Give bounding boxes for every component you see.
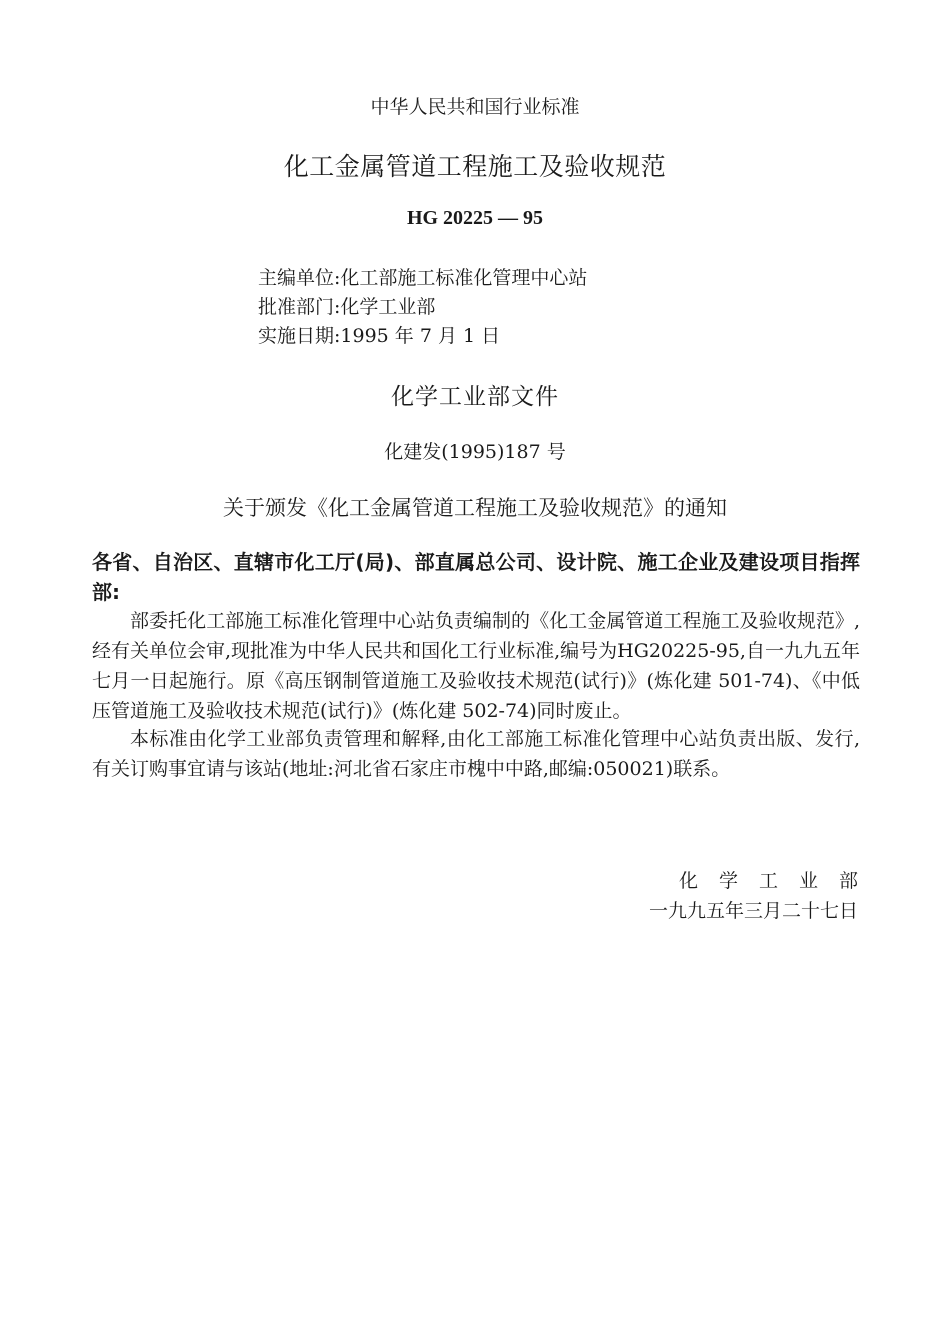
notice-title: 关于颁发《化工金属管道工程施工及验收规范》的通知 [223,496,727,520]
document-number: 化建发(1995)187 号 [384,441,566,463]
signature-organization: 化学工业部 [678,870,879,892]
body-paragraph: 部委托化工部施工标准化管理中心站负责编制的《化工金属管道工程施工及验收规范》,经有关单位会审,现批准为中华人民共和国化工行业标准,编号为HG20225-95,自一九九五年七月一日起施行。原《高压钢制管道施工及验收技术规范(试行)》(炼化建 501-74)、《中低压管道施工及验收技术规范(试行)》(炼化建 502-74)同时废止。 [92,610,860,722]
editor-unit: 主编单位:化工部施工标准化管理中心站 [258,267,588,289]
approval-department: 批准部门:化学工业部 [258,296,436,318]
issuer-heading: 化学工业部文件 [391,384,559,410]
standard-code: HG 20225 — 95 [406,207,544,229]
body-paragraph: 本标准由化学工业部负责管理和解释,由化工部施工标准化管理中心站负责出版、发行,有关订购事宜请与该站(地址:河北省石家庄市槐中中路,邮编:050021)联系。 [92,728,860,780]
addressee: 各省、自治区、直辖市化工厅(局)、部直属总公司、设计院、施工企业及建设项目指挥部: [92,550,860,604]
document-title: 化工金属管道工程施工及验收规范 [283,152,667,181]
signature-date: 一九九五年三月二十七日 [648,900,858,922]
effective-date: 实施日期:1995 年 7 月 1 日 [258,325,501,347]
standard-header: 中华人民共和国行业标准 [370,96,580,118]
